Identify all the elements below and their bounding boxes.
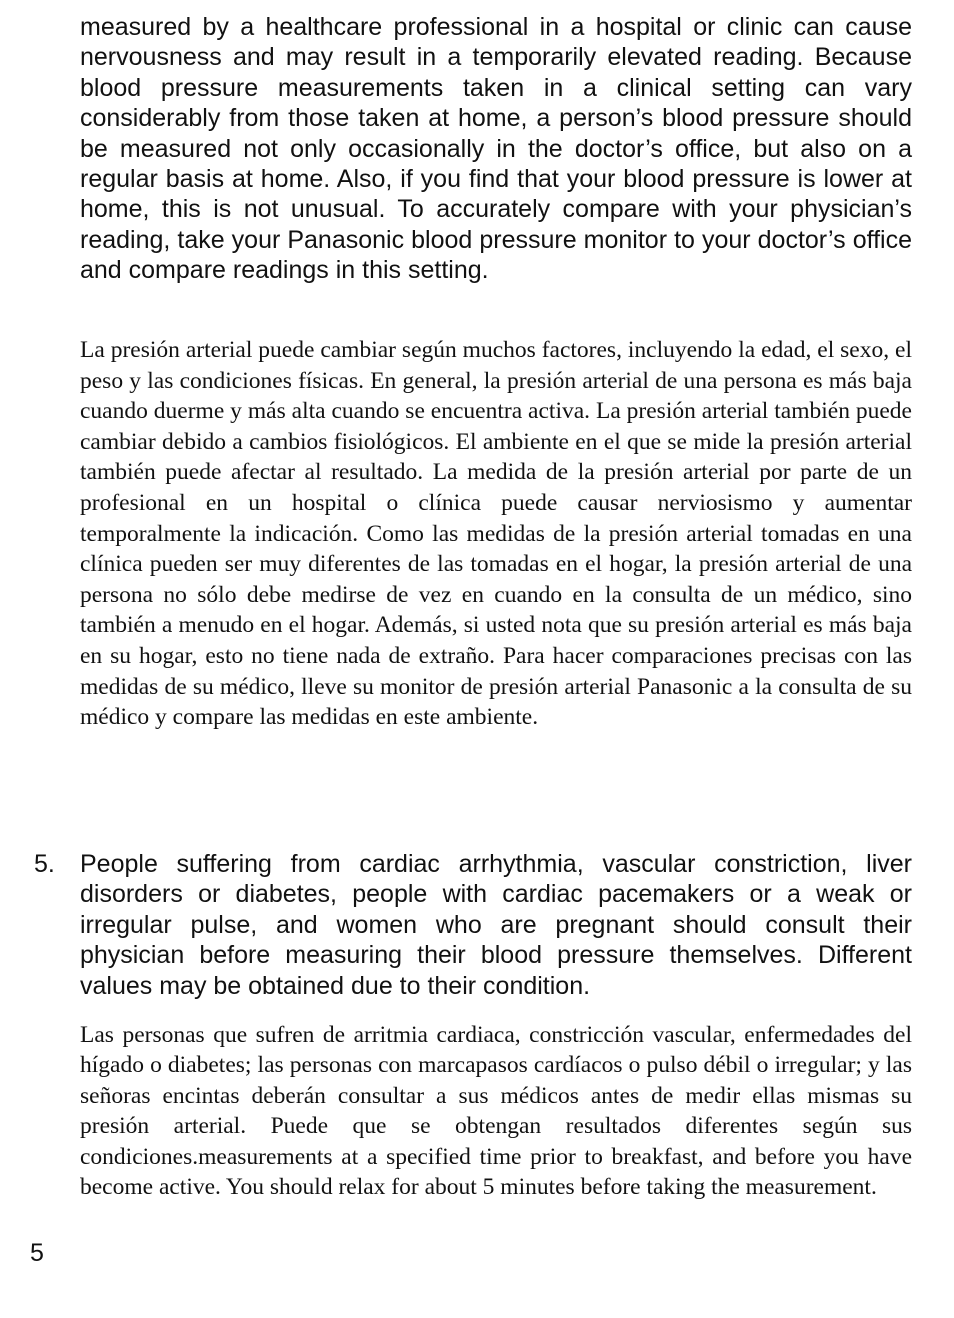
page-number: 5 (30, 1239, 44, 1267)
spanish-list-item-5: Las personas que sufren de arritmia cardiaca, constricción vascular, enfermedades del hígado o diabetes; las personas con marcapasos cardíacos o pulso débil o irregular; y las señoras encintas deberán consultar a sus médicos antes de medir ellas mismas su presión arterial. Puede que se obtengan resultados diferentes según sus condiciones.measurements at a specified time prior to breakfast, and before you have become active. You should relax for about 5 minutes before taking the measurement. (80, 1022, 912, 1201)
english-paragraph-continued: measured by a healthcare professional in a hospital or clinic can cause nervousness and may result in a temporarily elevated reading. Because blood pressure measurements taken in a clinical setting can vary considerably from those taken at home, a person’s blood pressure should be measured not only occasionally in the doctor’s office, but also on a regular basis at home. Also, if you find that your blood pressure is lower at home, this is not unusual. To accurately compare with your physician’s reading, take your Panasonic blood pressure monitor to your doctor’s office and compare readings in this setting. (80, 13, 912, 285)
list-item-number: 5. (34, 850, 55, 878)
spanish-paragraph-continued: La presión arterial puede cambiar según muchos factores, incluyendo la edad, el sexo, el peso y las condiciones físicas. En general, la presión arterial de una persona es más baja cuando duerme y más alta cuando se encuentra activa. La presión arterial también puede cambiar debido a cambios fisiológicos. El ambiente en el que se mide la presión arterial también puede afectar al resultado. La medida de la presión arterial por parte de un profesional en un hospital o clínica puede causar nerviosismo y aumentar temporalmente la indicación. Como las medidas de la presión arterial tomadas en una clínica pueden ser muy diferentes de las tomadas en el hogar, la presión arterial de una persona no sólo debe medirse de vez en cuando en la consulta de un médico, sino también a menudo en el hogar. Además, si usted nota que su presión arterial es más baja en su hogar, esto no tiene nada de extraño. Para hacer comparaciones precisas con las medidas de su médico, lleve su monitor de presión arterial Panasonic a la consulta de su médico y compare las medidas en este ambiente. (80, 337, 912, 731)
english-list-item-5: People suffering from cardiac arrhythmia, vascular constriction, liver disorders or diabetes, people with cardiac pacemakers or a weak or irregular pulse, and women who are pregnant should consult their physician before measuring their blood pressure themselves. Different values may be obtained due to their condition. (80, 850, 912, 1000)
